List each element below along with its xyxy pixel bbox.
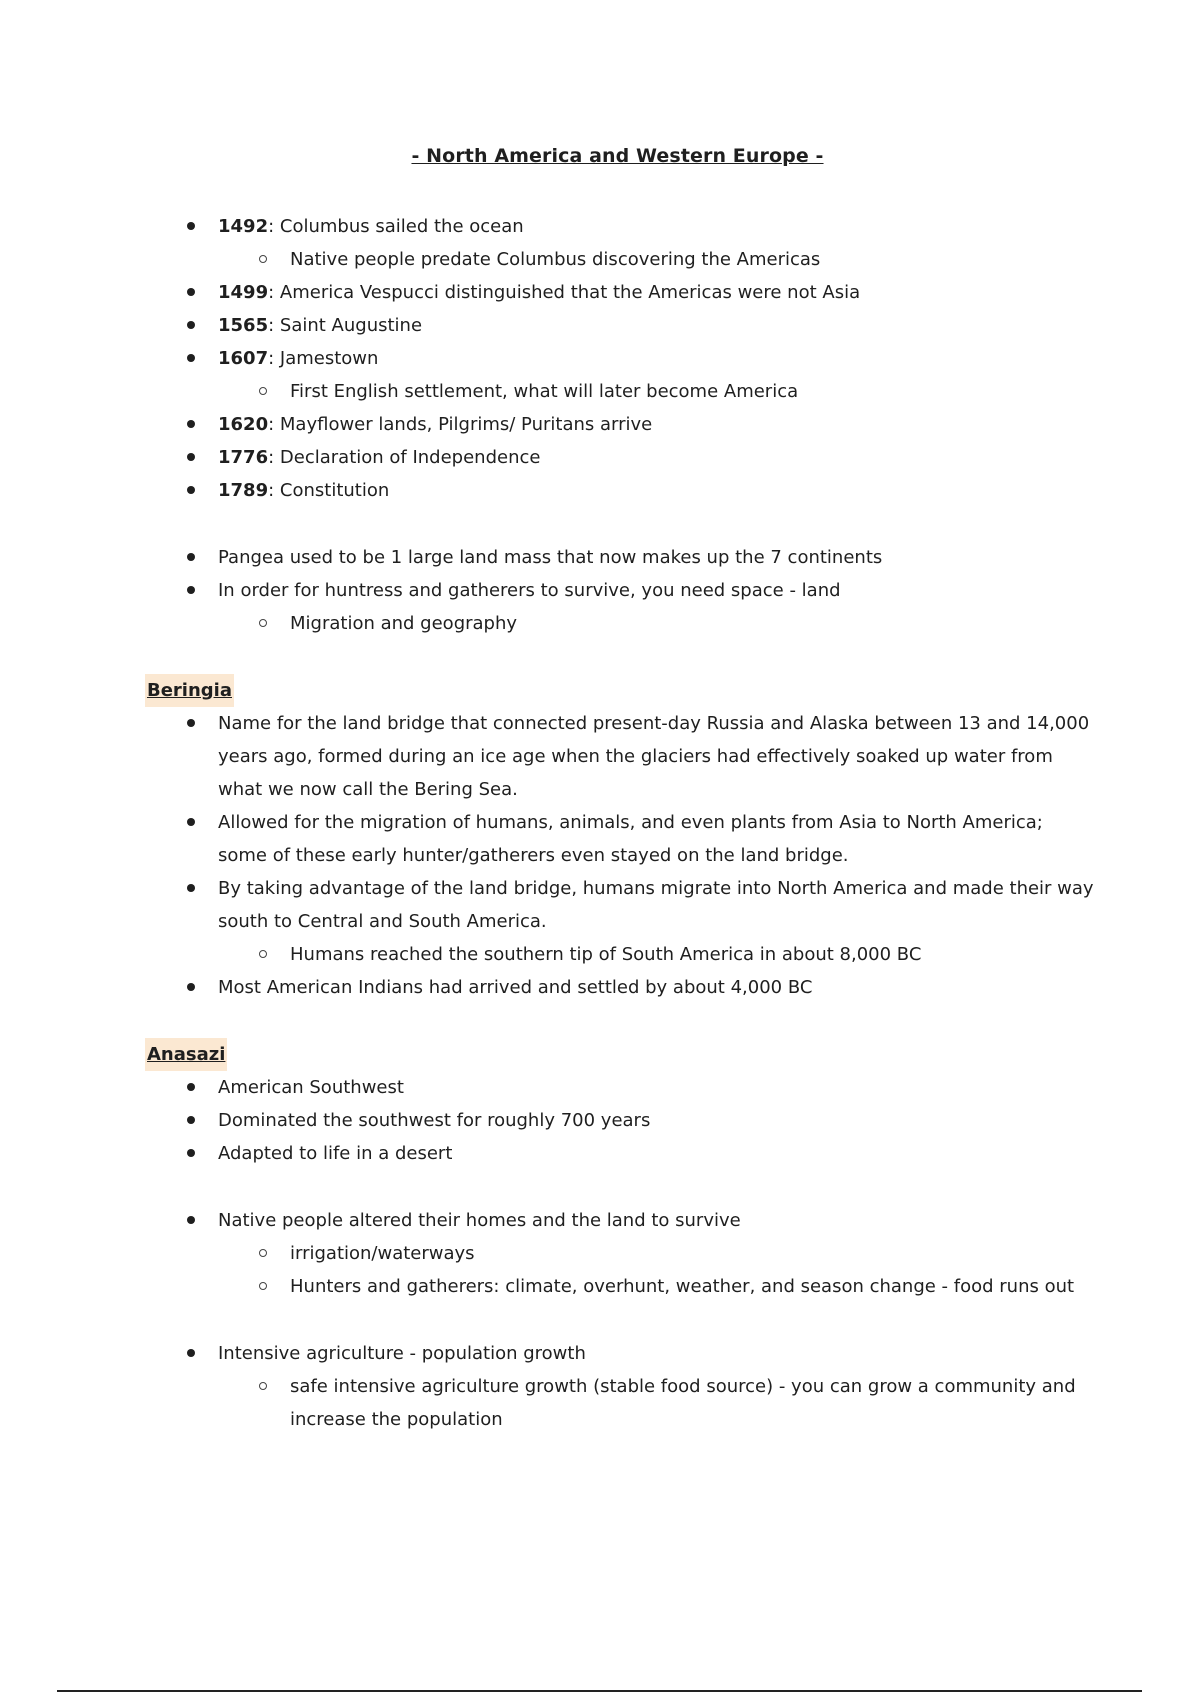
bullet-icon	[187, 453, 195, 461]
subitem-text: Native people predate Columbus discovering the Americas	[290, 249, 821, 270]
timeline-text: : Jamestown	[268, 348, 379, 369]
list-item	[145, 474, 1095, 507]
list-item	[145, 210, 1095, 243]
item-text: Most American Indians had arrived and settled by about 4,000 BC	[218, 977, 813, 998]
list-item	[145, 872, 1095, 938]
list-item	[145, 1137, 1095, 1170]
subitem-text: safe intensive agriculture growth (stable food source) - you can grow a community and increase the population	[290, 1376, 1076, 1430]
bullet-icon	[187, 586, 195, 594]
list-item	[145, 309, 1095, 342]
bullet-icon	[187, 321, 195, 329]
item-text: Intensive agriculture - population growth	[218, 1343, 586, 1364]
list-item	[145, 707, 1095, 806]
item-text: In order for huntress and gatherers to survive, you need space - land	[218, 580, 841, 601]
subitem-text: Humans reached the southern tip of South America in about 8,000 BC	[290, 944, 922, 965]
section-heading-anasazi: Anasazi	[145, 1038, 227, 1071]
notes-body	[145, 210, 1095, 1436]
bullet-icon	[187, 818, 195, 826]
timeline-year: 1607	[218, 348, 269, 369]
timeline-text: : Columbus sailed the ocean	[268, 216, 524, 237]
subitem-text: irrigation/waterways	[290, 1243, 475, 1264]
list-subitem	[145, 1270, 1095, 1303]
item-text: Pangea used to be 1 large land mass that now makes up the 7 continents	[218, 547, 883, 568]
timeline-year: 1492	[218, 216, 269, 237]
bullet-icon	[187, 983, 195, 991]
bullet-icon	[187, 1116, 195, 1124]
spacer	[145, 1170, 1095, 1204]
timeline-text: : America Vespucci distinguished that the Americas were not Asia	[268, 282, 861, 303]
subitem-text: First English settlement, what will later become America	[290, 381, 799, 402]
page-title: - North America and Western Europe -	[411, 145, 824, 167]
timeline-year: 1789	[218, 480, 269, 501]
list-subitem	[145, 243, 1095, 276]
section-heading-beringia: Beringia	[145, 674, 234, 707]
subitem-text: Hunters and gatherers: climate, overhunt, weather, and season change - food runs out	[290, 1276, 1075, 1297]
bullet-icon	[187, 719, 195, 727]
list-subitem	[145, 1370, 1095, 1436]
bullet-icon	[187, 553, 195, 561]
timeline-year: 1565	[218, 315, 269, 336]
spacer	[145, 1004, 1095, 1038]
list-item	[145, 1071, 1095, 1104]
timeline-text: : Declaration of Independence	[268, 447, 541, 468]
bullet-icon	[187, 222, 195, 230]
item-text: Name for the land bridge that connected present-day Russia and Alaska between 13 and 14,000 years ago, formed during an ice age when the glaciers had effectively soaked up water from what we now call the Bering Sea.	[218, 713, 1090, 800]
item-text: American Southwest	[218, 1077, 404, 1098]
list-item	[145, 574, 1095, 607]
spacer	[145, 1303, 1095, 1337]
hollow-bullet-icon	[259, 387, 267, 395]
timeline-text: : Saint Augustine	[268, 315, 423, 336]
spacer	[145, 507, 1095, 541]
list-item	[145, 1104, 1095, 1137]
subitem-text: Migration and geography	[290, 613, 518, 634]
list-subitem	[145, 938, 1095, 971]
list-item	[145, 408, 1095, 441]
bullet-icon	[187, 1349, 195, 1357]
bullet-icon	[187, 1216, 195, 1224]
list-item	[145, 541, 1095, 574]
list-subitem	[145, 375, 1095, 408]
bullet-icon	[187, 884, 195, 892]
list-item	[145, 806, 1095, 872]
timeline-year: 1620	[218, 414, 269, 435]
list-item	[145, 1204, 1095, 1237]
list-item	[145, 1337, 1095, 1370]
list-item	[145, 342, 1095, 375]
hollow-bullet-icon	[259, 1249, 267, 1257]
section-heading-row	[145, 674, 1095, 707]
page-bottom-rule	[57, 1690, 1142, 1692]
bullet-icon	[187, 288, 195, 296]
timeline-text: : Mayflower lands, Pilgrims/ Puritans arrive	[268, 414, 653, 435]
item-text: By taking advantage of the land bridge, humans migrate into North America and made their way south to Central and South America.	[218, 878, 1094, 932]
item-text: Dominated the southwest for roughly 700 years	[218, 1110, 651, 1131]
item-text: Native people altered their homes and the land to survive	[218, 1210, 741, 1231]
bullet-icon	[187, 1149, 195, 1157]
bullet-icon	[187, 486, 195, 494]
item-text: Adapted to life in a desert	[218, 1143, 453, 1164]
hollow-bullet-icon	[259, 255, 267, 263]
timeline-year: 1776	[218, 447, 269, 468]
spacer	[145, 640, 1095, 674]
list-item	[145, 276, 1095, 309]
item-text: Allowed for the migration of humans, animals, and even plants from Asia to North America; some of these early hunter/gatherers even stayed on the land bridge.	[218, 812, 1043, 866]
bullet-icon	[187, 420, 195, 428]
hollow-bullet-icon	[259, 619, 267, 627]
list-subitem	[145, 1237, 1095, 1270]
hollow-bullet-icon	[259, 1282, 267, 1290]
hollow-bullet-icon	[259, 1382, 267, 1390]
bullet-icon	[187, 1083, 195, 1091]
timeline-text: : Constitution	[268, 480, 390, 501]
hollow-bullet-icon	[259, 950, 267, 958]
list-subitem	[145, 607, 1095, 640]
list-item	[145, 441, 1095, 474]
section-heading-row	[145, 1038, 1095, 1071]
list-item	[145, 971, 1095, 1004]
bullet-icon	[187, 354, 195, 362]
timeline-year: 1499	[218, 282, 269, 303]
